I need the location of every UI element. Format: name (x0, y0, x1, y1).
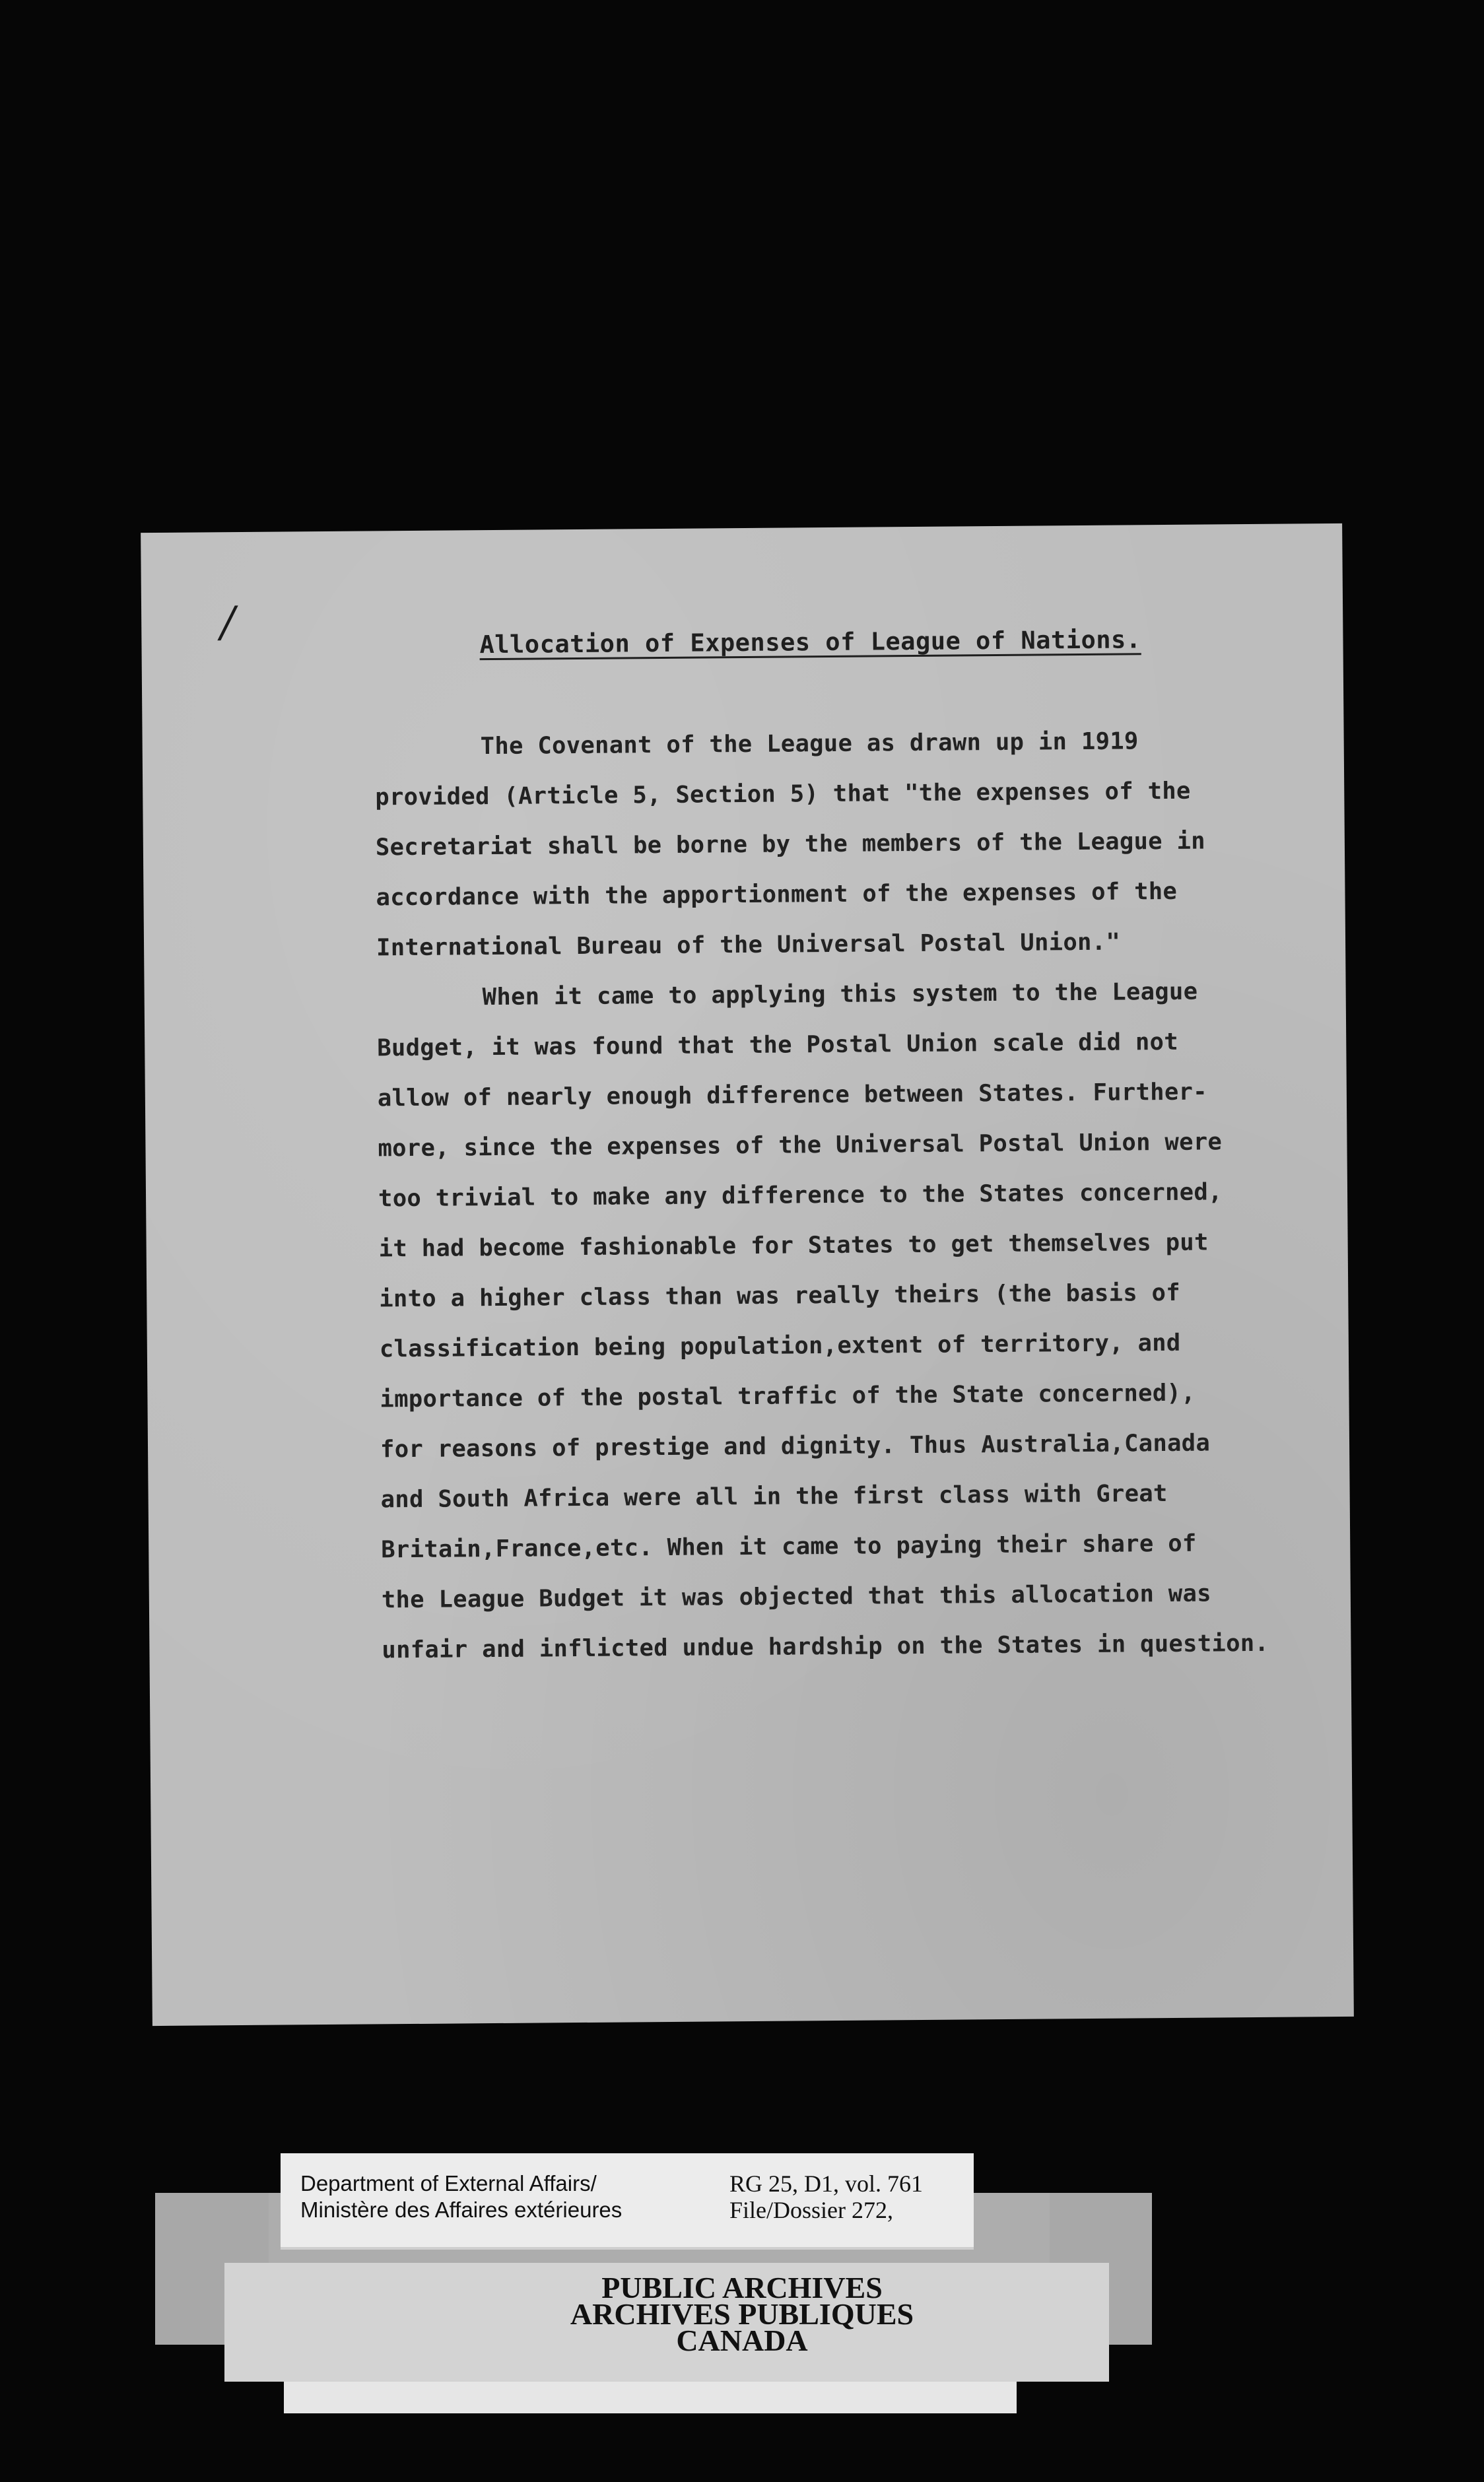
document-page (141, 523, 1354, 2026)
paragraph-line: Secretariat shall be borne by the members of the League in (375, 827, 1206, 861)
paragraph-line: The Covenant of the League as drawn up in 1919 (480, 727, 1139, 760)
paragraph-line: accordance with the apportionment of the expenses of the (376, 877, 1178, 912)
paragraph-line: allow of nearly enough difference between States. Further- (377, 1078, 1208, 1112)
file-reference: File/Dossier 272, (729, 2197, 893, 2223)
stamp-line-country: CANADA (676, 2324, 808, 2357)
paragraph-line: into a higher class than was really theirs (the basis of (379, 1279, 1181, 1313)
paragraph-line: more, since the expenses of the Universal Postal Union were (378, 1128, 1223, 1162)
paragraph-line: importance of the postal traffic of the State concerned), (380, 1379, 1196, 1413)
paragraph-line: provided (Article 5, Section 5) that "the expenses of the (375, 777, 1191, 811)
document-title: Allocation of Expenses of League of Nations. (479, 625, 1141, 659)
archive-stamp-strip (284, 2382, 1017, 2413)
paragraph-line: classification being population,extent of territory, and (379, 1329, 1181, 1363)
paragraph-line: When it came to applying this system to the League (482, 978, 1198, 1011)
reference-numbers (729, 2170, 923, 2223)
public-archives-stamp (0, 2271, 1484, 2357)
stamp-line-english: PUBLIC ARCHIVES (601, 2271, 883, 2304)
paragraph-line: the League Budget it was objected that this allocation was (381, 1580, 1212, 1614)
department-names (300, 2170, 622, 2223)
paragraph-line: Britain,France,etc. When it came to paying their share of (381, 1529, 1197, 1564)
paragraph-line: International Bureau of the Universal Postal Union." (376, 928, 1121, 962)
paragraph-line: for reasons of prestige and dignity. Thus Australia,Canada (380, 1429, 1211, 1463)
stamp-line-french: ARCHIVES PUBLIQUES (570, 2297, 914, 2331)
paragraph-line: Budget, it was found that the Postal Union scale did not (377, 1028, 1179, 1062)
record-group-reference: RG 25, D1, vol. 761 (729, 2170, 924, 2197)
paragraph-line: too trivial to make any difference to the States concerned, (378, 1178, 1223, 1213)
archive-reference-label (281, 2153, 974, 2250)
paragraph-line: it had become fashionable for States to get themselves put (378, 1228, 1209, 1263)
paragraph-line: and South Africa were all in the first class with Great (380, 1480, 1168, 1514)
department-french: Ministère des Affaires extérieures (300, 2197, 623, 2222)
paragraph-line: unfair and inflicted undue hardship on the States in question. (382, 1629, 1269, 1664)
document-body (374, 715, 1319, 1675)
page-number-mark: / (220, 598, 236, 648)
department-english: Department of External Affairs/ (300, 2171, 597, 2196)
